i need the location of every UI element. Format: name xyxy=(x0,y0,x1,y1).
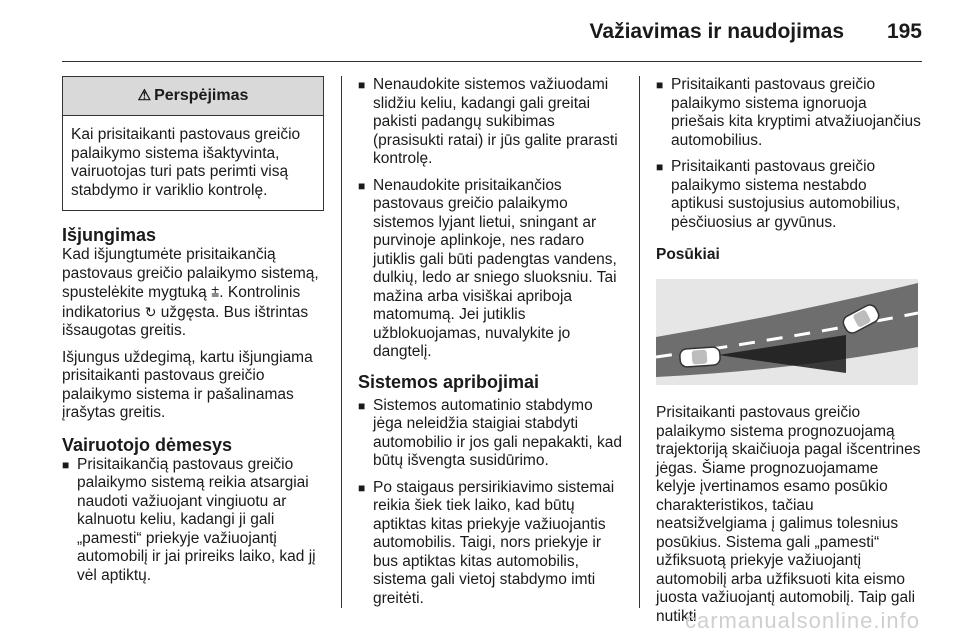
warning-triangle-icon: ⚠ xyxy=(137,86,152,104)
column-divider xyxy=(639,76,640,608)
limits-list-cont xyxy=(656,76,922,232)
section-heading-limits: Sistemos apribojimai xyxy=(358,371,540,392)
warning-title: Perspėjimas xyxy=(154,86,249,104)
column-3 xyxy=(656,76,922,634)
attention-list xyxy=(62,456,324,586)
list-item: ■ Prisitaikanti pastovaus greičio palaikymo sistema ignoruoja priešais kita kryptimi atvažiuojančius automobilius. xyxy=(656,76,922,150)
off-text-b: . Kontrolinis indikatorius xyxy=(62,284,301,321)
off-paragraph-1 xyxy=(62,246,324,341)
list-item: ■ Po staigaus persirikiavimo sistemai reikia šiek tiek laiko, kad būtų aptiktas kitas priekyje važiuojantis automobilis. Taigi, nors priekyje ir bus aptiktas kitas automobilis, sistema gali vietoj stabdymo imti greitėti. xyxy=(358,479,624,609)
watermark: carmanualsonline.info xyxy=(684,608,920,633)
warning-box xyxy=(62,76,324,211)
off-text-c: užgęsta. Bus ištrintas išsaugotas greitis. xyxy=(62,303,309,339)
section-heading-turns: Posūkiai xyxy=(656,246,720,263)
cruise-indicator-icon: ↻ xyxy=(144,303,157,320)
page-number: 195 xyxy=(886,20,922,43)
list-item: ■ Sistemos automatinio stabdymo jėga neleidžia staigiai stabdyti automobilio ir jos gali nepakakti, kad būtų išvengta susidūrimo. xyxy=(358,397,624,471)
column-2 xyxy=(358,76,624,616)
off-paragraph-2: Išjungus uždegimą, kartu išjungiama prisitaikanti pastovaus greičio palaikymo sistema ir pašalinamas įrašytas greitis. xyxy=(62,348,313,421)
list-item: ■ Prisitaikanti pastovaus greičio palaikymo sistema nestabdo aptikusi sustojusius automobilius, pėsčiuosius ar gyvūnus. xyxy=(656,158,922,232)
warning-text: Kai prisitaikanti pastovaus greičio palaikymo sistema išaktyvinta, vairuotojas turi pats perimti visą stabdymo ir variklio kontrolę. xyxy=(71,126,301,199)
section-heading-attention: Vairuotojo dėmesys xyxy=(62,434,233,455)
section-heading-off: Išjungimas xyxy=(62,225,157,245)
curve-radar-illustration xyxy=(656,279,918,385)
limits-list xyxy=(358,397,624,609)
off-text-a: Kad išjungtumėte prisitaikančią pastovaus greičio palaikymo sistemą, spustelėkite mygtuką xyxy=(62,246,319,301)
list-item: ■ Nenaudokite sistemos važiuodami slidžiu keliu, kadangi gali greitai pakisti padangų sukibimas (prasisukti ratai) ir jūs galite prarasti kontrolę. xyxy=(358,76,624,169)
cruise-off-icon: ⩲ xyxy=(211,284,220,300)
header-title: Važiavimas ir naudojimas xyxy=(589,20,844,43)
list-item: ■ Prisitaikančią pastovaus greičio palaikymo sistemą reikia atsargiai naudoti važiuojant vingiuotu ar kalnuotu keliu, kadangi ji gali „pamesti“ priekyje važiuojantį automobilį ir jai prireiks laiko, kad jį vėl aptiktų. xyxy=(62,456,324,586)
list-item: ■ Nenaudokite prisitaikančios pastovaus greičio palaikymo sistemos lyjant lietui, sningant ar purvinoje aplinkoje, nes radaro jutiklis gali būti padengtas vandens, dulkių, ledo ar sniego sluoksniu. Tai mažina arba visiškai apriboja matomumą. Jei jutiklis užblokuojamas, nuvalykite jo dangtelį. xyxy=(358,177,624,362)
header-rule xyxy=(62,61,922,62)
column-1 xyxy=(62,76,324,593)
warning-header xyxy=(63,77,323,116)
turns-paragraph: Prisitaikanti pastovaus greičio palaikymo sistema prognozuojamą trajektoriją skaičiuoja pagal išcentrines jėgas. Šiame prognozuojamame kelyje įvertinamos esamo posūkio charakteristikos, tačiau neatsižvelgiama į galimus tolesnius posūkius. Sistema gali „pamesti“ užfiksuotą priekyje važiuojantį automobilį arba užfiksuoti kita eismo juosta važiuojantį automobilį. Taip gali nutikti xyxy=(656,404,921,625)
attention-list-cont xyxy=(358,76,624,362)
column-divider xyxy=(341,76,342,608)
page-header xyxy=(0,0,960,64)
